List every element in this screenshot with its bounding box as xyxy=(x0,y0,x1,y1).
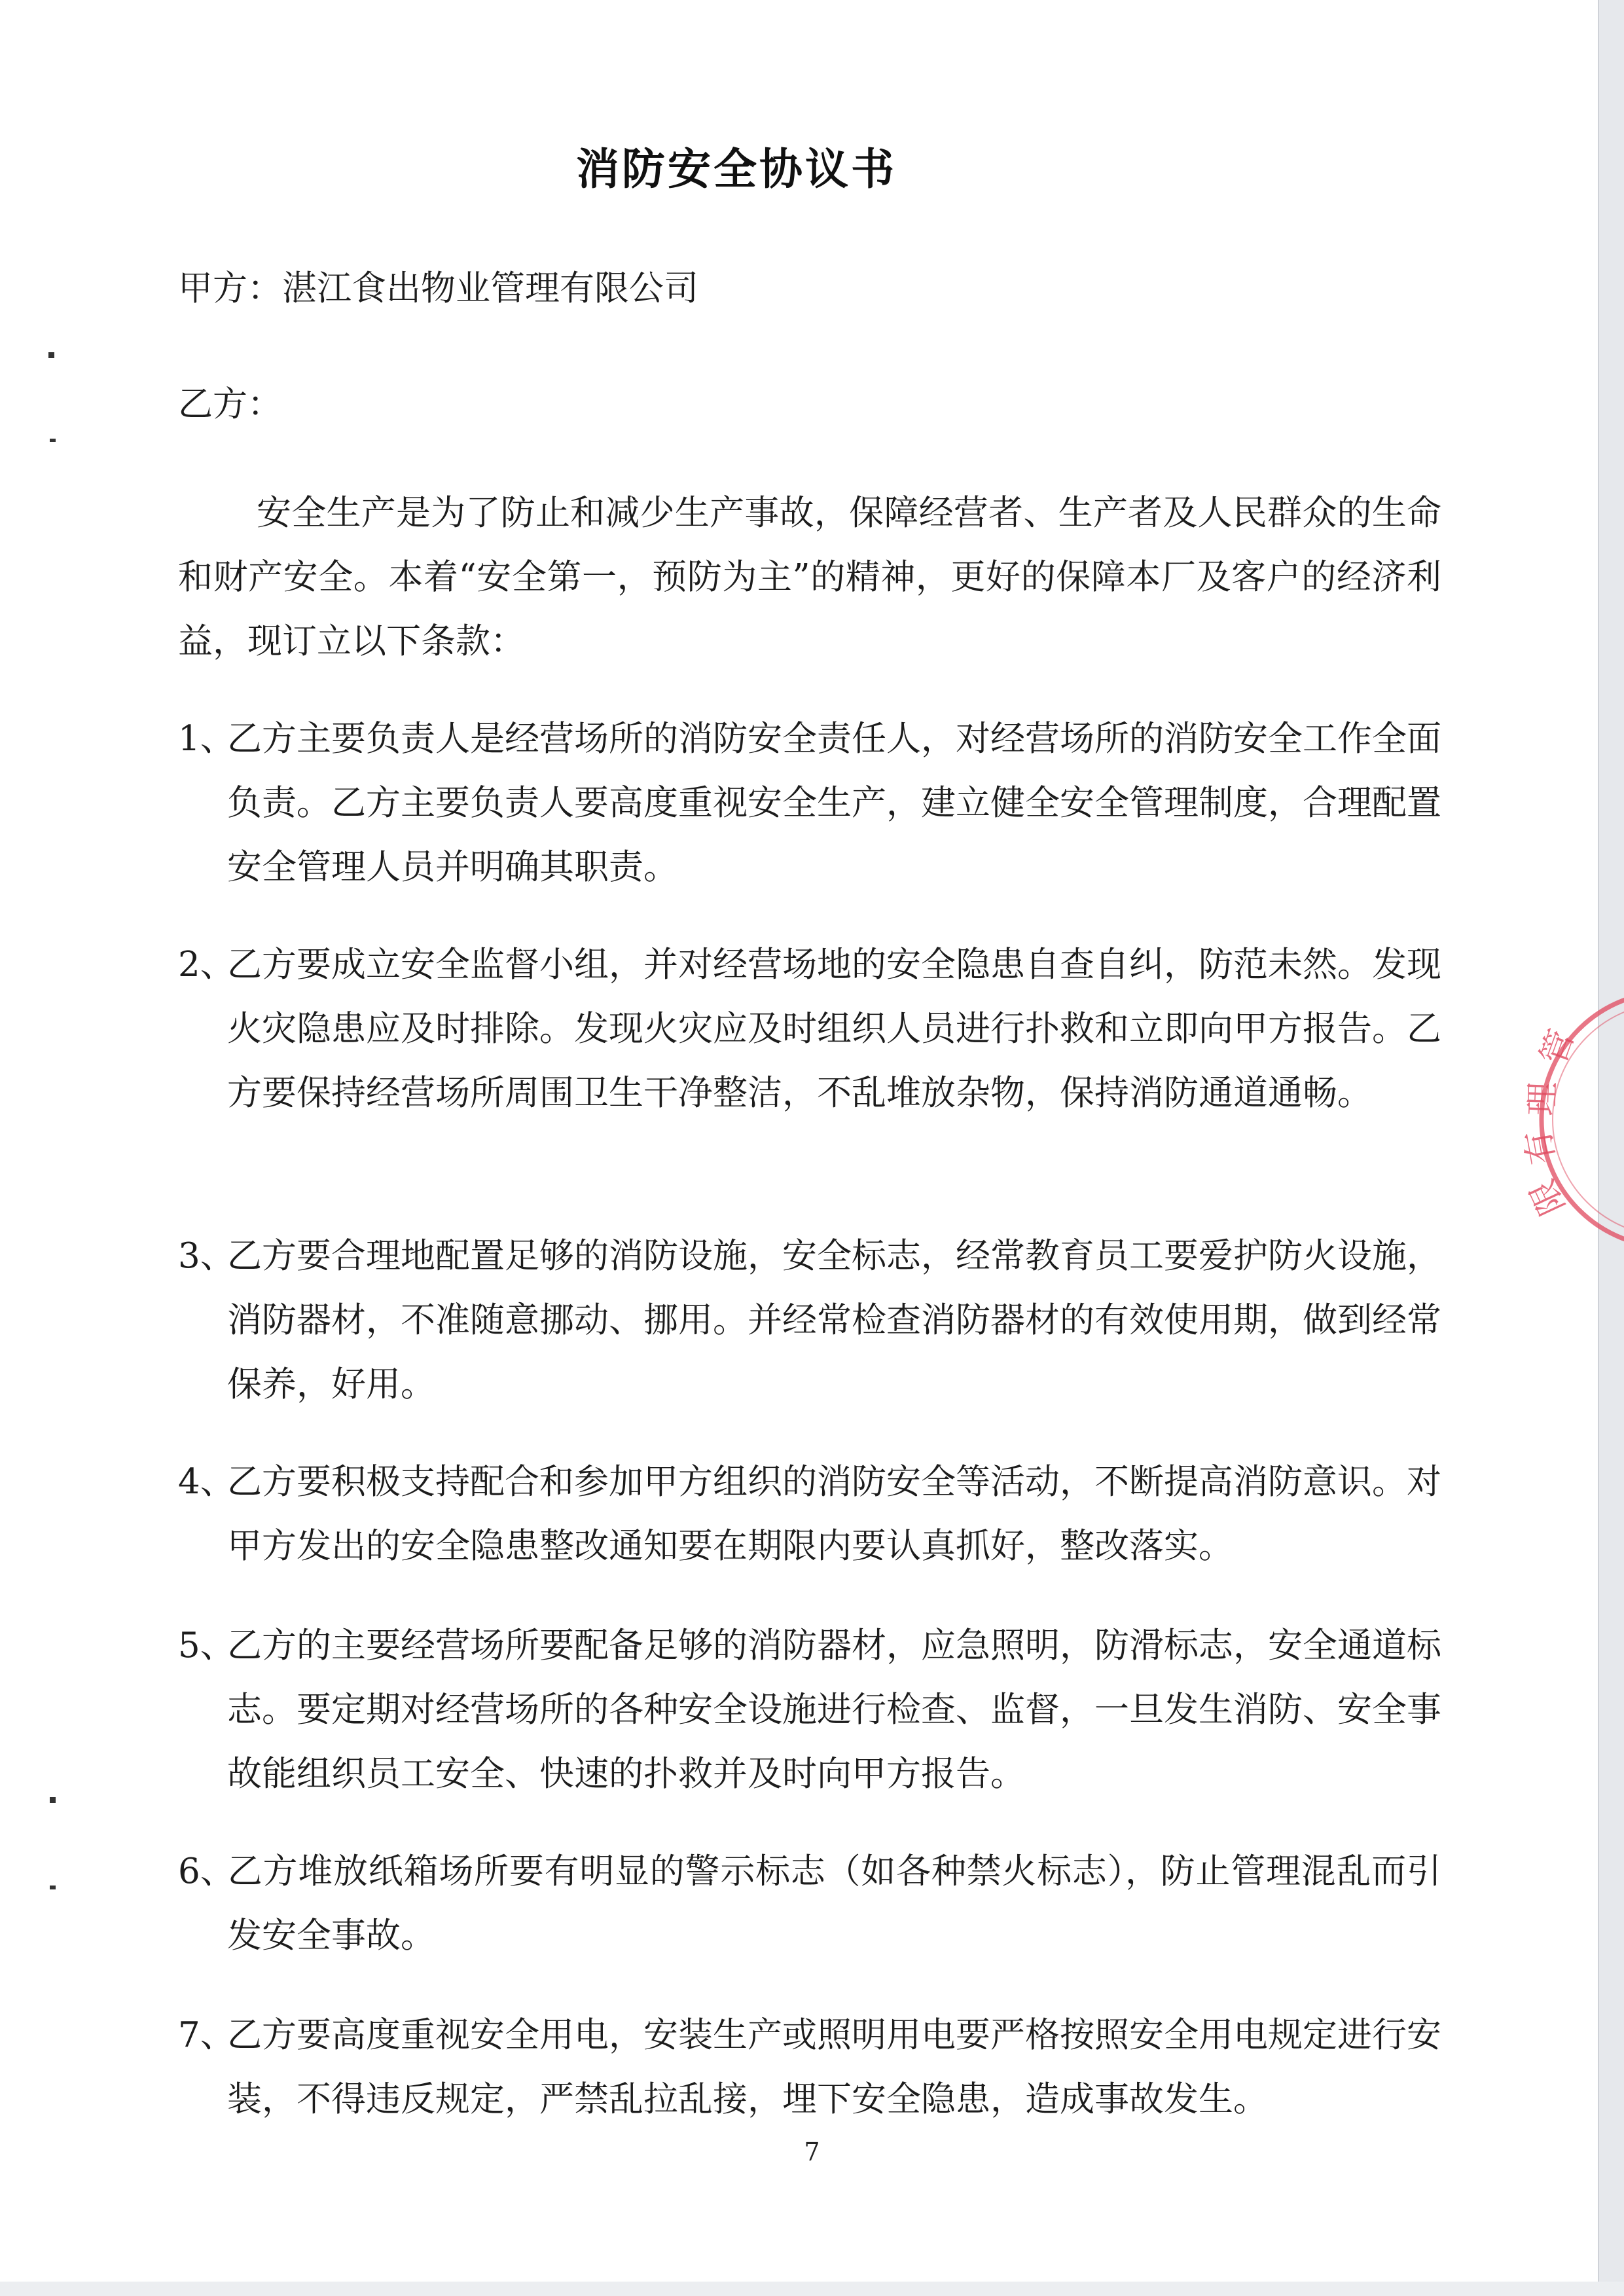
clause-text: 乙方堆放纸箱场所要有明显的警示标志（如各种禁火标志），防止管理混乱而引发安全事故。 xyxy=(227,1851,1441,1956)
clause-number: 5、 xyxy=(178,1626,235,1666)
clause-text: 乙方的主要经营场所要配备足够的消防器材，应急照明，防滑标志，安全通道标志。要定期对经营场所的各种安全设施进行检查、监督，一旦发生消防、安全事故能组织员工安全、快速的扑救并及时向甲方报告。 xyxy=(227,1626,1441,1794)
scan-mark xyxy=(50,1797,56,1803)
clause-7 xyxy=(178,2003,1441,2132)
clause-number: 1、 xyxy=(178,719,235,759)
clause-text: 乙方主要负责人是经营场所的消防安全责任人，对经营场所的消防安全工作全面负责。乙方主要负责人要高度重视安全生产，建立健全安全管理制度，合理配置安全管理人员并明确其职责。 xyxy=(227,719,1441,887)
clause-number: 3、 xyxy=(178,1236,235,1276)
scan-mark xyxy=(50,1886,56,1889)
scan-mark xyxy=(50,439,56,442)
clause-text: 乙方要合理地配置足够的消防设施，安全标志，经常教育员工要爱护防火设施，消防器材，不准随意挪动、挪用。并经常检查消防器材的有效使用期，做到经常保养，好用。 xyxy=(227,1236,1441,1404)
svg-text:限: 限 xyxy=(1523,1173,1573,1221)
party-a: 甲方：湛江食出物业管理有限公司 xyxy=(178,268,698,308)
clause-1 xyxy=(178,707,1441,900)
clause-number: 4、 xyxy=(178,1462,235,1502)
svg-text:管: 管 xyxy=(1533,1025,1583,1070)
clause-number: 6、 xyxy=(178,1851,235,1891)
document-title: 消防安全协议书 xyxy=(576,143,897,194)
clause-6 xyxy=(178,1840,1441,1968)
svg-text:有: 有 xyxy=(1518,1127,1563,1168)
page-number: 7 xyxy=(804,2138,820,2166)
party-b: 乙方： xyxy=(178,384,282,424)
clause-3 xyxy=(178,1224,1441,1417)
clause-text: 乙方要积极支持配合和参加甲方组织的消防安全等活动，不断提高消防意识。对甲方发出的安全隐患整改通知要在期限内要认真抓好，整改落实。 xyxy=(227,1462,1441,1566)
clause-number: 2、 xyxy=(178,945,235,985)
clause-2 xyxy=(178,933,1441,1125)
clause-text: 乙方要成立安全监督小组，并对经营场地的安全隐患自查自纠，防范未然。发现火灾隐患应及时排除。发现火灾应及时组织人员进行扑救和立即向甲方报告。乙方要保持经营场所周围卫生干净整洁，不乱堆放杂物，保持消防通道通畅。 xyxy=(227,945,1441,1113)
svg-text:理: 理 xyxy=(1523,1081,1563,1117)
clause-number: 7、 xyxy=(178,2015,235,2055)
clause-5 xyxy=(178,1614,1441,1806)
company-seal-stamp xyxy=(1502,982,1624,1257)
scan-bottom-edge xyxy=(0,2282,1624,2296)
scan-mark xyxy=(48,352,54,358)
clause-4 xyxy=(178,1450,1441,1578)
clause-text: 乙方要高度重视安全用电，安装生产或照明用电要严格按照安全用电规定进行安装，不得违反规定，严禁乱拉乱接，埋下安全隐患，造成事故发生。 xyxy=(227,2015,1441,2119)
seal-graphic xyxy=(1502,982,1624,1257)
intro-paragraph: 安全生产是为了防止和减少生产事故，保障经营者、生产者及人民群众的生命和财产安全。本着“安全第一，预防为主”的精神，更好的保障本厂及客户的经济利益，现订立以下条款： xyxy=(178,493,1441,661)
